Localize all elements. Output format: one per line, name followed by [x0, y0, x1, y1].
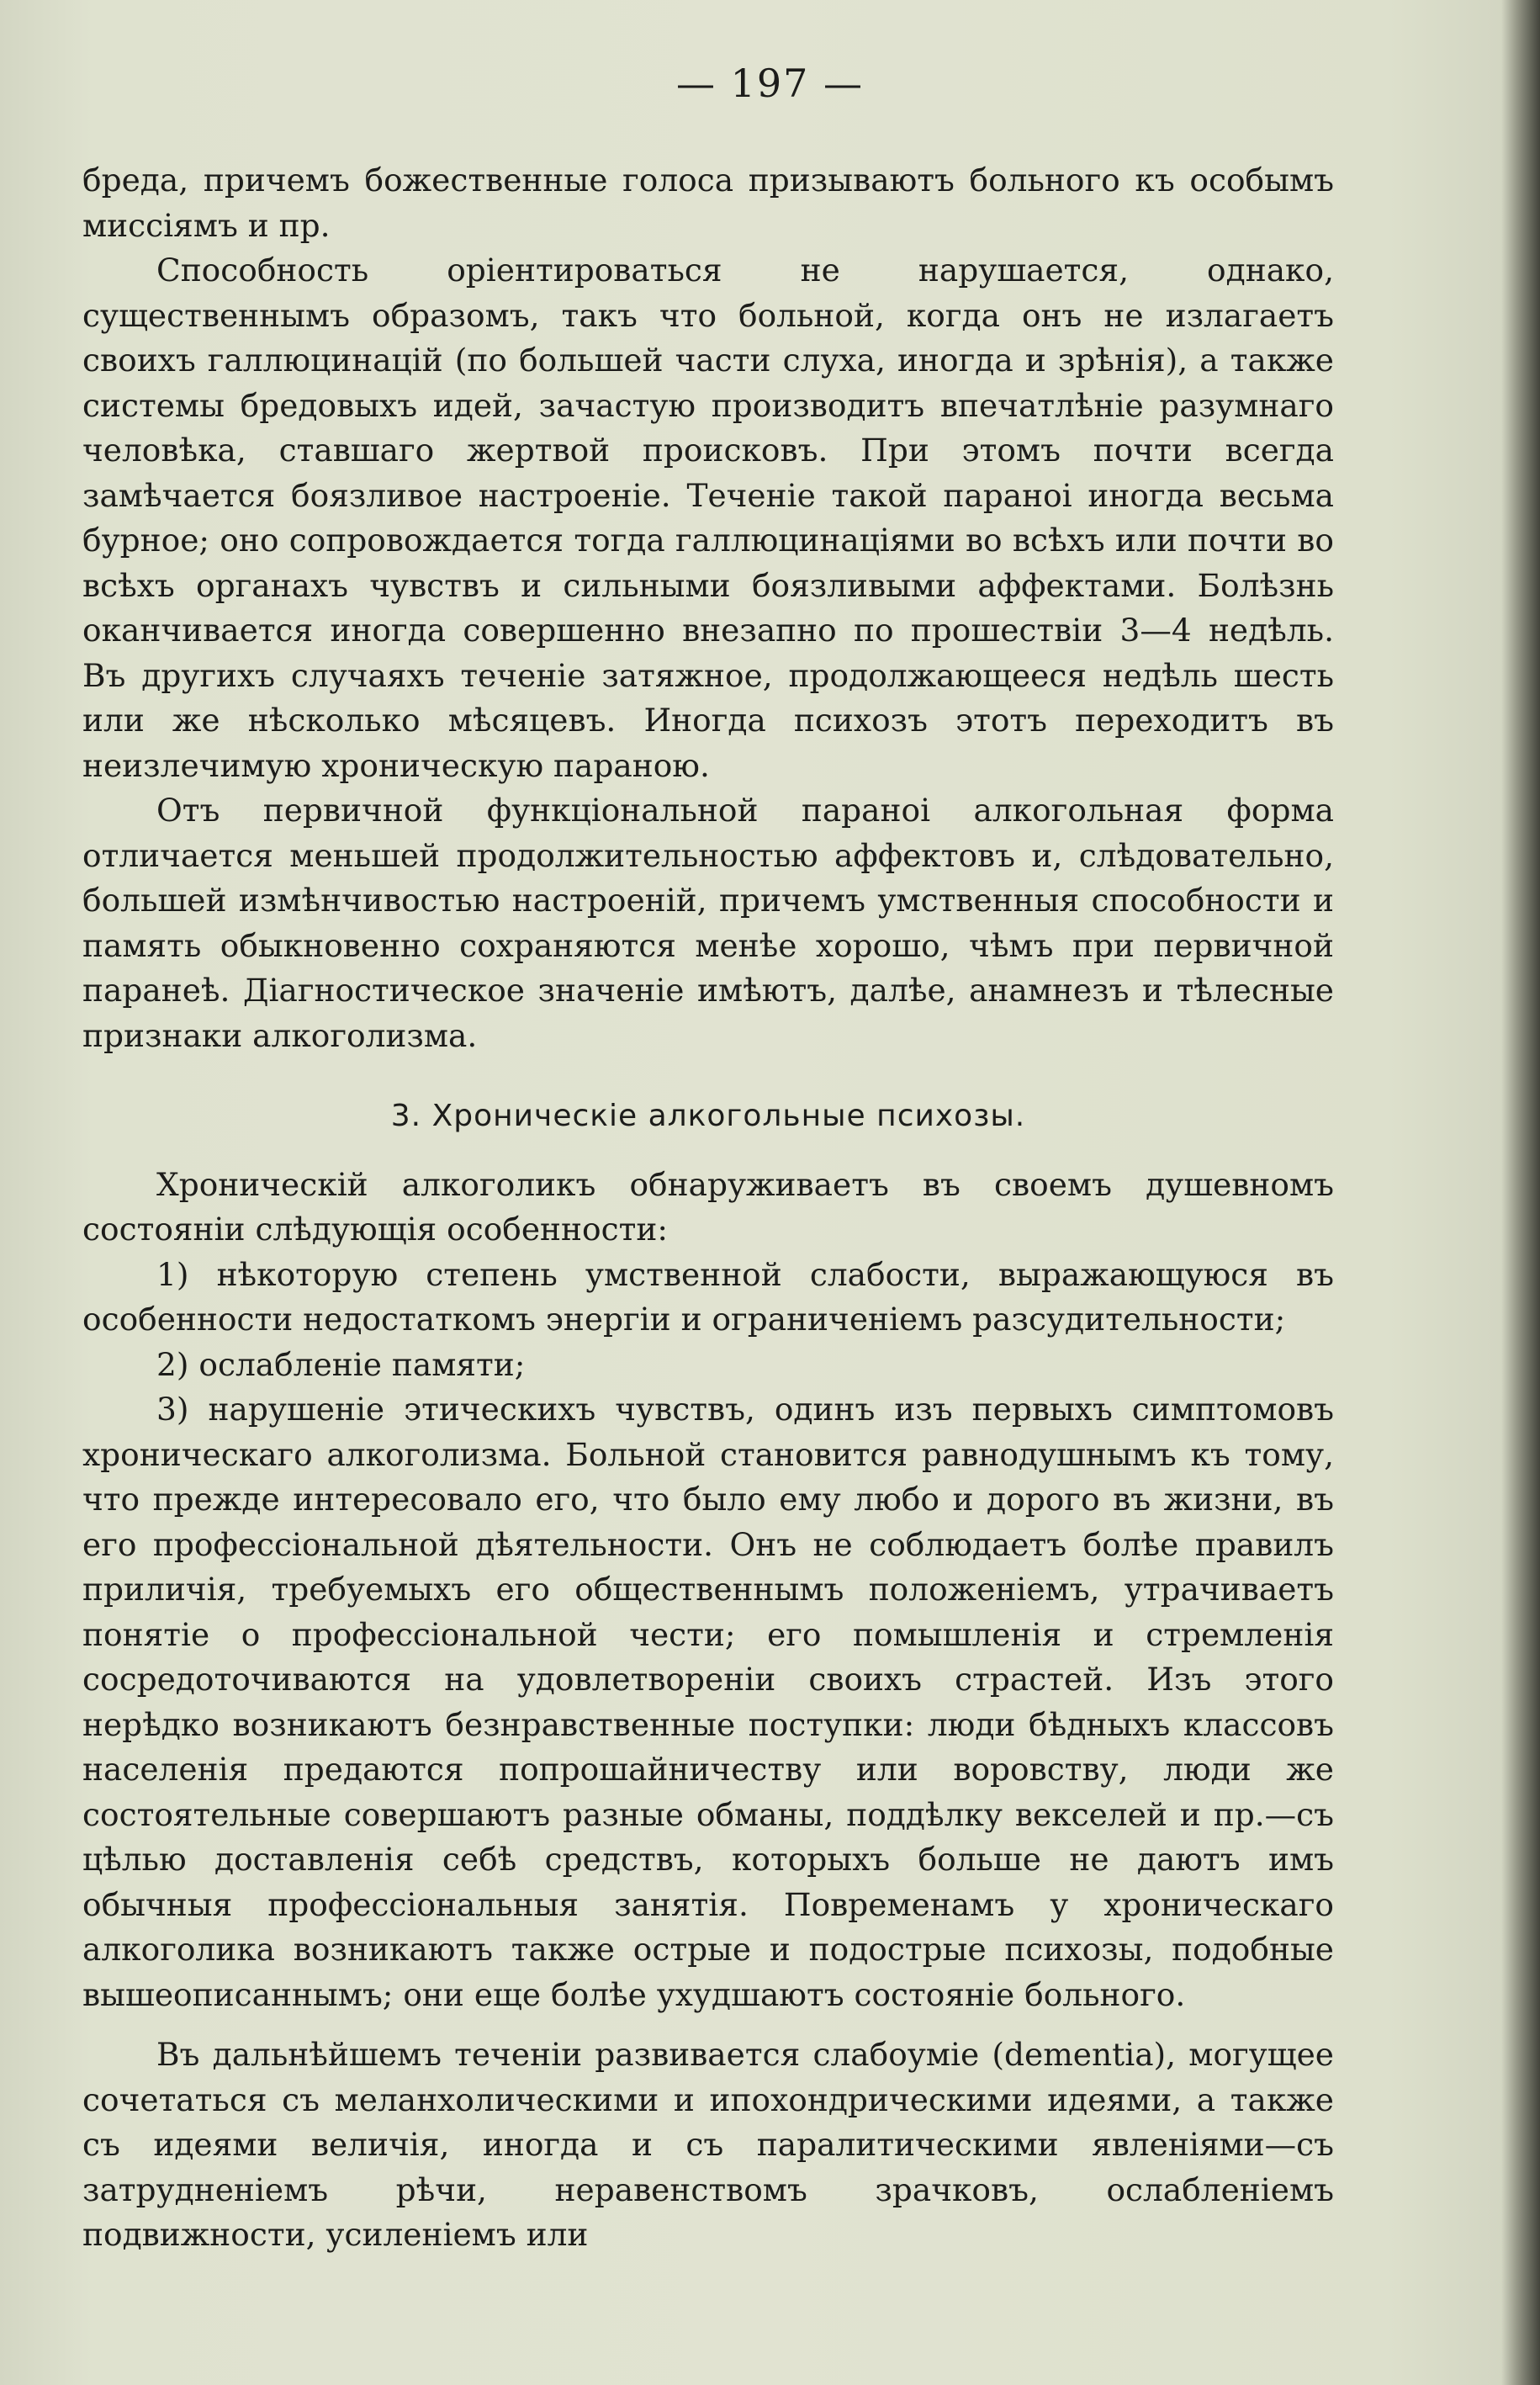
- list-item: 3) нарушеніе этическихъ чувствъ, одинъ изъ первыхъ симптомовъ хроническаго алкоголизма. Больной становится равнодушнымъ къ тому, что прежде интересовало его, что было ему любо и дорого въ жизни, въ его профессіональной дѣятельности. Онъ не соблюдаетъ болѣе правилъ приличія, требуемыхъ его общественнымъ положеніемъ, утрачиваетъ понятіе о профессіональной чести; его помышленія и стремленія сосредоточиваются на удовлетвореніи своихъ страстей. Изъ этого нерѣдко возникаютъ безнравственные поступки: люди бѣдныхъ классовъ населенія предаются попрошайничеству или воровству, люди же состоятельные совершаютъ разные обманы, поддѣлку векселей и пр.—съ цѣлью доставленія себѣ средствъ, которыхъ больше не даютъ имъ обычныя профессіональныя занятія. Повременамъ у хроническаго алкоголика возникаютъ также острые и подострые психозы, подобные вышеописаннымъ; они еще болѣе ухудшаютъ состояніе больного.: [82, 1391, 1334, 2013]
- book-spine-shadow: [1501, 0, 1540, 2385]
- paragraph-differential-diagnosis: Отъ первичной функціональной параноі алкогольная форма отличается меньшей продолжительностью аффектовъ и, слѣдовательно, большей измѣнчивостью настроеній, причемъ умственныя способности и память обыкновенно сохраняются менѣе хорошо, чѣмъ при первичной паранеѣ. Діагностическое значеніе имѣютъ, далѣе, анамнезъ и тѣлесные признаки алкоголизма.: [82, 792, 1334, 1054]
- list-item: 2) ослабленіе памяти;: [156, 1345, 526, 1383]
- list-item: 1) нѣкоторую степень умственной слабости, выражающуюся въ особенности недостаткомъ энергіи и ограниченіемъ разсудительности;: [82, 1255, 1334, 1338]
- paragraph-dementia: Въ дальнѣйшемъ теченіи развивается слабоуміе (dementia), могущее сочетаться съ меланхолическими и ипохондрическими идеями, а также съ идеями величія, иногда и съ паралитическими явленіями—съ затрудненіемъ рѣчи, неравенствомъ зрачковъ, ослабленіемъ подвижности, усиленіемъ или: [82, 2036, 1334, 2253]
- page-number: — 197 —: [675, 61, 865, 106]
- section-heading: 3. Хроническіе алкогольные психозы.: [390, 1099, 1026, 1133]
- paragraph-intro: Хроническій алкоголикъ обнаруживаетъ въ своемъ душевномъ состояніи слѣдующія особенности:: [82, 1165, 1334, 1248]
- paragraph-continuation: бреда, причемъ божественные голоса призываютъ больного къ особымъ миссіямъ и пр.: [82, 162, 1334, 244]
- page-body: [82, 158, 1334, 2258]
- paragraph-orientation: Способность оріентироваться не нарушается, однако, существеннымъ образомъ, такъ что больной, когда онъ не излагаетъ своихъ галлюцинацій (по большей части слуха, иногда и зрѣнія), а также системы бредовыхъ идей, зачастую производитъ впечатлѣніе разумнаго человѣка, ставшаго жертвой происковъ. При этомъ почти всегда замѣчается боязливое настроеніе. Теченіе такой параноі иногда весьма бурное; оно сопровождается тогда галлюцинаціями во всѣхъ или почти во всѣхъ органахъ чувствъ и сильными боязливыми аффектами. Болѣзнь оканчивается иногда совершенно внезапно по прошествіи 3—4 недѣль. Въ другихъ случаяхъ теченіе затяжное, продолжающееся недѣль шесть или же нѣсколько мѣсяцевъ. Иногда психозъ этотъ переходитъ въ неизлечимую хроническую параною.: [82, 252, 1334, 784]
- symptom-list: [82, 1253, 1334, 2018]
